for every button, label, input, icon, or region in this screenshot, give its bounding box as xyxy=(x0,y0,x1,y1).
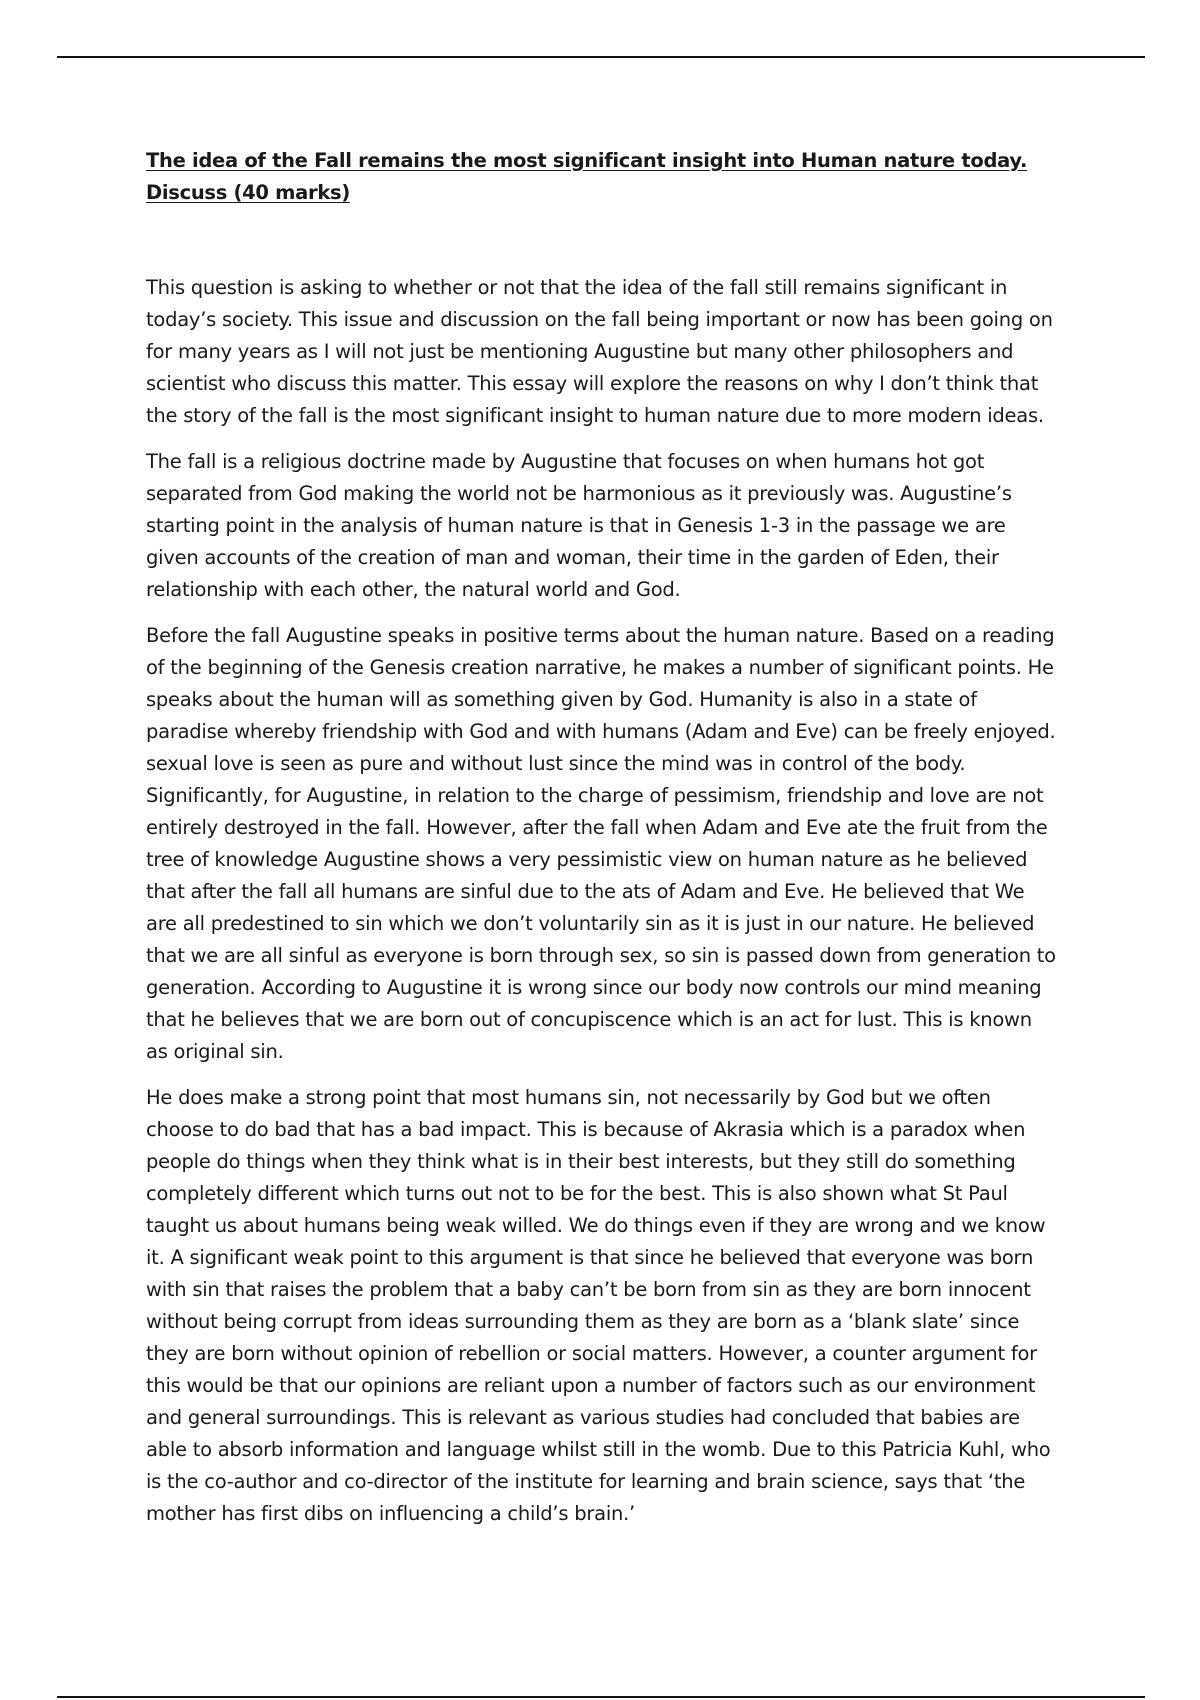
paragraph-2: The fall is a religious doctrine made by Augustine that focuses on when humans hot got separated from God making the world not be harmonious as it previously was. Augustine’s starting point in the analysis of human nature is that in Genesis 1-3 in the passage we are given accounts of the creation of man and woman, their time in the garden of Eden, their relationship with each other, the natural world and God. xyxy=(146,450,1012,601)
paragraph-1: This question is asking to whether or not that the idea of the fall still remains significant in today’s society. This issue and discussion on the fall being important or now has been going on for many years as I will not just be mentioning Augustine but many other philosophers and scientist who discuss this matter. This essay will explore the reasons on why I don’t think that the story of the fall is the most significant insight to human nature due to more modern ideas. xyxy=(146,276,1053,427)
bottom-rule xyxy=(57,1696,1145,1698)
essay-text xyxy=(146,272,1056,1530)
top-rule xyxy=(57,56,1145,58)
paragraph-4: He does make a strong point that most humans sin, not necessarily by God but we often choose to do bad that has a bad impact. This is because of Akrasia which is a paradox when people do things when they think what is in their best interests, but they still do something completely different which turns out not to be for the best. This is also shown what St Paul taught us about humans being weak willed. We do things even if they are wrong and we know it. A significant weak point to this argument is that since he believed that everyone was born with sin that raises the problem that a baby can’t be born from sin as they are born innocent without being corrupt from ideas surrounding them as they are born as a ‘blank slate’ since they are born without opinion of rebellion or social matters. However, a counter argument for this would be that our opinions are reliant upon a number of factors such as our environment and general surroundings. This is relevant as various studies had concluded that babies are able to absorb information and language whilst still in the womb. Due to this Patricia Kuhl, who is the co-author and co-director of the institute for learning and brain science, says that ‘the mother has first dibs on influencing a child’s brain.’ xyxy=(146,1086,1051,1525)
document-body xyxy=(146,145,1056,1544)
essay-title: The idea of the Fall remains the most significant insight into Human nature today. Discuss (40 marks) xyxy=(146,149,1028,204)
paragraph-3: Before the fall Augustine speaks in positive terms about the human nature. Based on a reading of the beginning of the Genesis creation narrative, he makes a number of significant points. He speaks about the human will as something given by God. Humanity is also in a state of paradise whereby friendship with God and with humans (Adam and Eve) can be freely enjoyed. sexual love is seen as pure and without lust since the mind was in control of the body. Significantly, for Augustine, in relation to the charge of pessimism, friendship and love are not entirely destroyed in the fall. However, after the fall when Adam and Eve ate the fruit from the tree of knowledge Augustine shows a very pessimistic view on human nature as he believed that after the fall all humans are sinful due to the ats of Adam and Eve. He believed that We are all predestined to sin which we don’t voluntarily sin as it is just in our nature. He believed that we are all sinful as everyone is born through sex, so sin is passed down from generation to generation. According to Augustine it is wrong since our body now controls our mind meaning that he believes that we are born out of concupiscence which is an act for lust. This is known as original sin. xyxy=(146,624,1056,1063)
